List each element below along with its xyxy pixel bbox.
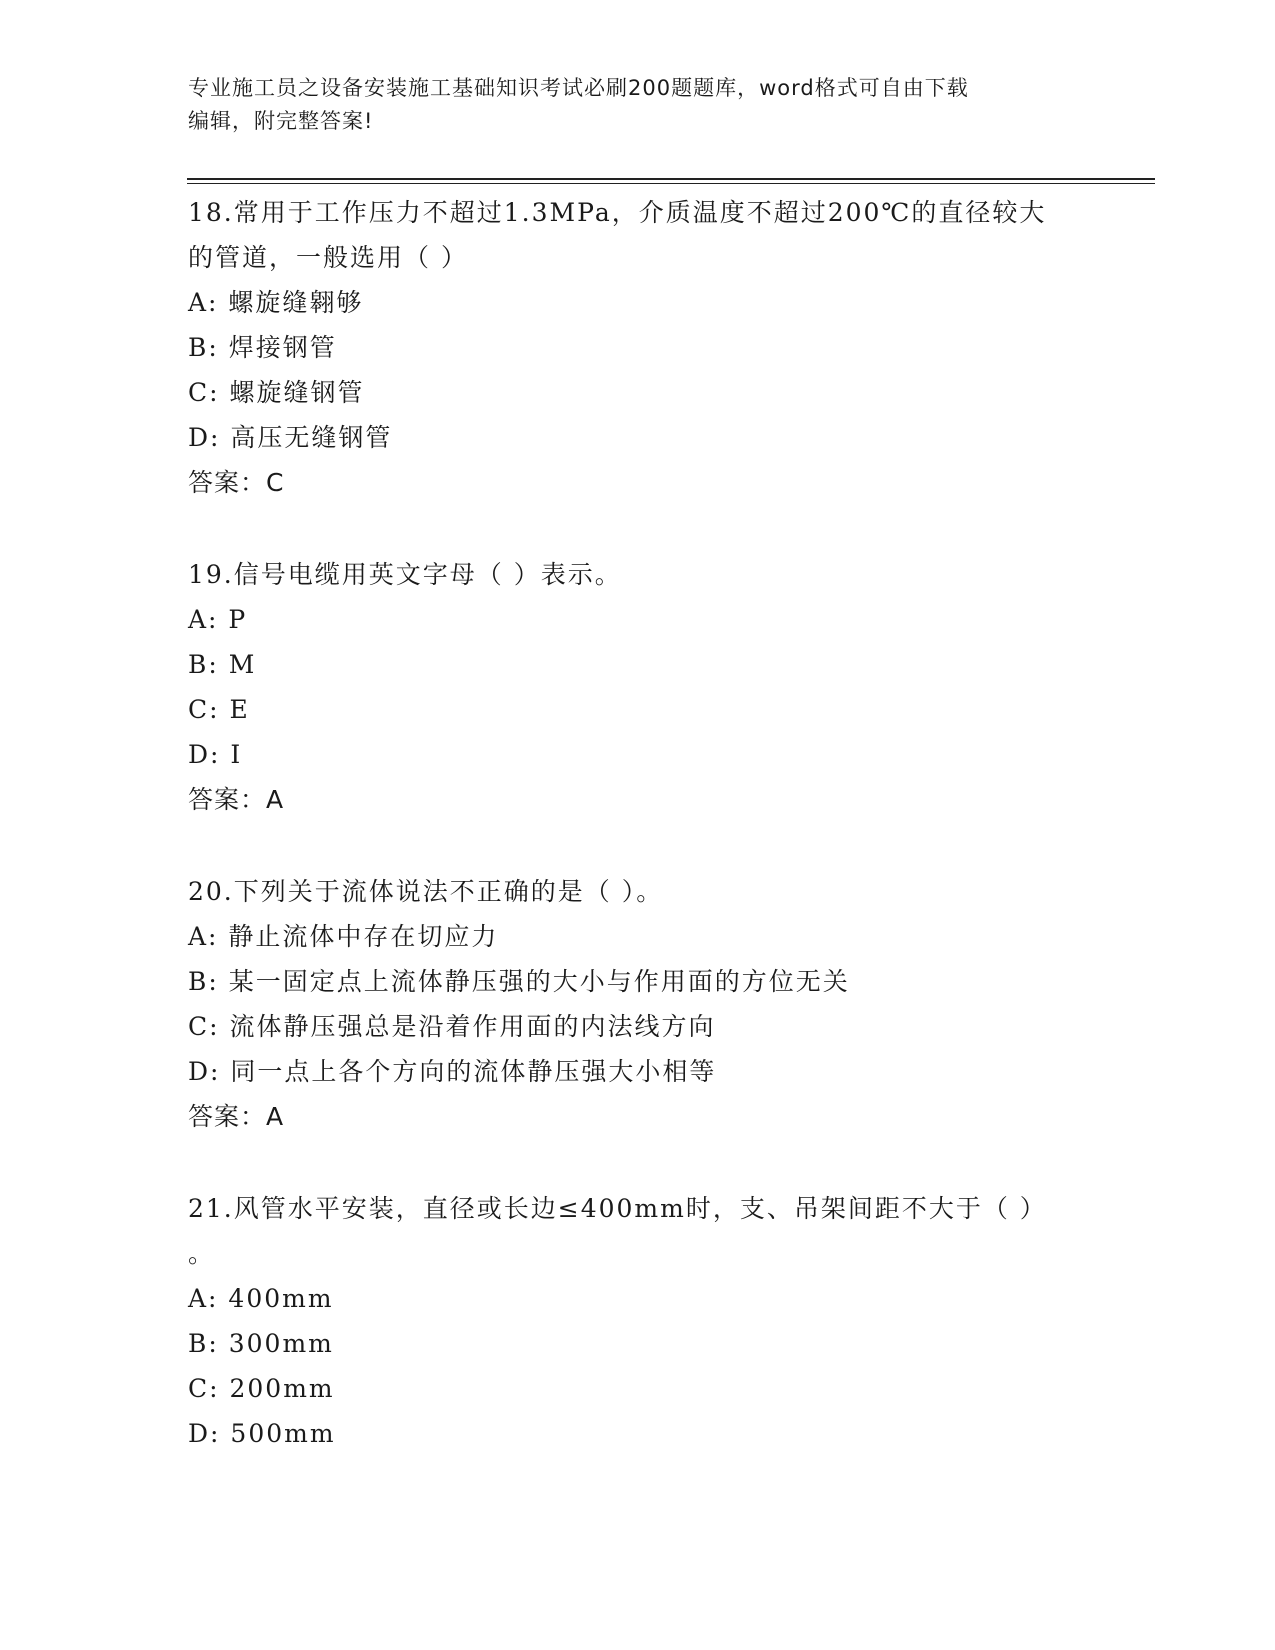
option-d: D: I <box>188 740 243 769</box>
option-c: C: 200mm <box>188 1374 335 1403</box>
question-stem-continued: 的管道，一般选用（ ） <box>188 243 468 272</box>
option-c: C: E <box>188 695 250 724</box>
option-a: A: 螺旋缝翱够 <box>188 288 364 317</box>
question-19 <box>188 552 1108 822</box>
question-21 <box>188 1186 1108 1456</box>
option-a: A: P <box>188 605 248 634</box>
option-b: B: 焊接钢管 <box>188 333 337 362</box>
question-stem-continued: 。 <box>188 1239 216 1268</box>
header-divider-thin <box>187 183 1155 184</box>
answer-line: 答案：A <box>188 1102 285 1131</box>
option-c: C: 流体静压强总是沿着作用面的内法线方向 <box>188 1012 716 1041</box>
option-b: B: M <box>188 650 257 679</box>
question-20 <box>188 869 1108 1139</box>
question-stem: 18.常用于工作压力不超过1.3MPa，介质温度不超过200℃的直径较大 <box>188 198 1047 227</box>
option-b: B: 300mm <box>188 1329 334 1358</box>
option-d: D: 500mm <box>188 1419 336 1448</box>
question-stem: 21.风管水平安装，直径或长边≤400mm时，支、吊架间距不大于（ ） <box>188 1194 1047 1223</box>
answer-line: 答案：C <box>188 468 285 497</box>
question-18 <box>188 190 1108 505</box>
question-list <box>188 190 1108 1503</box>
header-title-line-1: 专业施工员之设备安装施工基础知识考试必刷200题题库，word格式可自由下载 <box>188 76 969 100</box>
option-d: D: 同一点上各个方向的流体静压强大小相等 <box>188 1057 717 1086</box>
document-header <box>188 72 1068 138</box>
question-stem: 19.信号电缆用英文字母（ ）表示。 <box>188 560 622 589</box>
question-stem: 20.下列关于流体说法不正确的是（ ）。 <box>188 877 664 906</box>
option-c: C: 螺旋缝钢管 <box>188 378 365 407</box>
option-b: B: 某一固定点上流体静压强的大小与作用面的方位无关 <box>188 967 850 996</box>
option-a: A: 400mm <box>188 1284 334 1313</box>
option-a: A: 静止流体中存在切应力 <box>188 922 499 951</box>
header-divider-thick <box>187 178 1155 180</box>
answer-line: 答案：A <box>188 785 285 814</box>
header-title-line-2: 编辑，附完整答案! <box>188 109 374 133</box>
option-d: D: 高压无缝钢管 <box>188 423 393 452</box>
